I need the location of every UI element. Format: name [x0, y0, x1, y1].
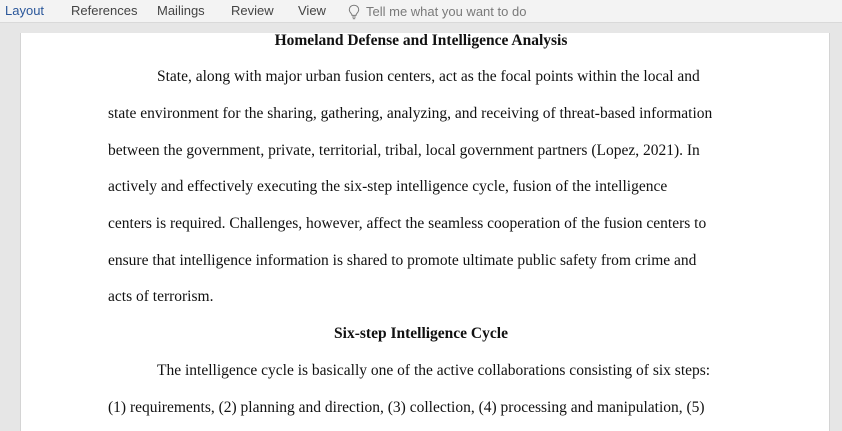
paragraph-line: actively and effectively executing the six-step intelligence cycle, fusion of the intelligence — [108, 178, 668, 195]
paragraph-line: State, along with major urban fusion centers, act as the focal points within the local and — [157, 68, 700, 85]
paragraph-line: ensure that intelligence information is shared to promote ultimate public safety from crime and — [108, 252, 697, 269]
paragraph-line: between the government, private, territorial, tribal, local government partners (Lopez, 2021). In — [108, 142, 700, 159]
paragraph-line: centers is required. Challenges, however, affect the seamless cooperation of the fusion centers to — [108, 215, 707, 232]
document-canvas[interactable] — [0, 23, 842, 431]
paragraph-line: acts of terrorism. — [108, 288, 214, 305]
document-page[interactable] — [20, 33, 830, 431]
tab-review[interactable]: Review — [231, 3, 274, 18]
tab-view[interactable]: View — [298, 3, 326, 18]
tab-references[interactable]: References — [71, 3, 138, 18]
tell-me-search[interactable] — [348, 3, 526, 20]
section-heading: Six-step Intelligence Cycle — [334, 325, 508, 342]
tab-mailings[interactable]: Mailings — [157, 3, 205, 18]
paragraph-line: The intelligence cycle is basically one of the active collaborations consisting of six steps: — [157, 362, 711, 379]
tell-me-placeholder: Tell me what you want to do — [366, 3, 527, 19]
lightbulb-icon — [348, 4, 360, 20]
ribbon-tab-bar — [0, 0, 842, 23]
paragraph-line: (1) requirements, (2) planning and direction, (3) collection, (4) processing and manipulation, (5) — [108, 399, 705, 416]
paragraph-line: state environment for the sharing, gathering, analyzing, and receiving of threat-based information — [108, 105, 713, 122]
document-title: Homeland Defense and Intelligence Analysis — [274, 32, 568, 49]
tab-layout[interactable]: Layout — [5, 3, 45, 18]
